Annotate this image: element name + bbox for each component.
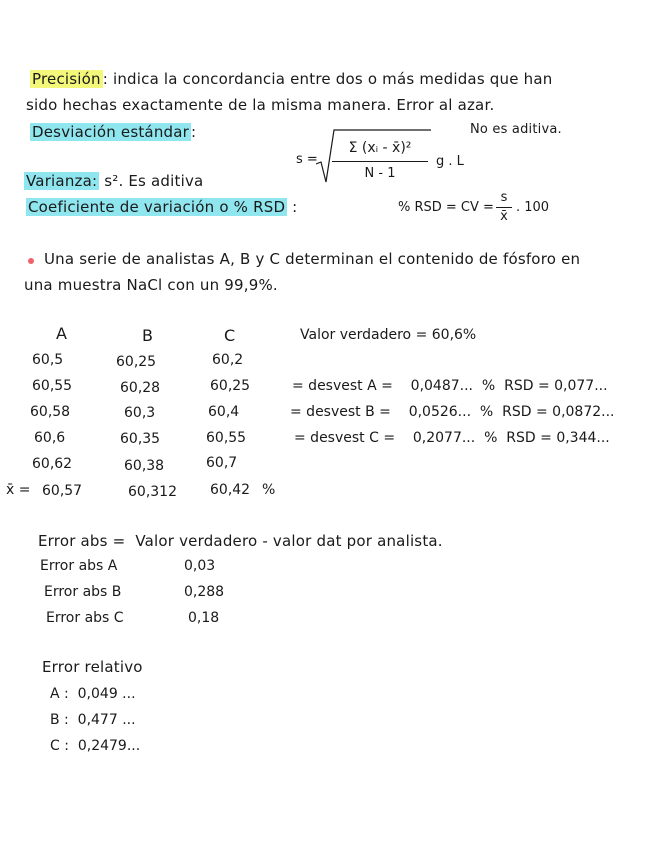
stats-row-a: = desvest A = 0,0487... % RSD = 0,077... (292, 378, 608, 394)
cell-c-5: 60,7 (206, 455, 238, 471)
cell-b-4: 60,35 (120, 431, 161, 447)
cell-b-5: 60,38 (124, 458, 165, 474)
cell-b-3: 60,3 (124, 405, 156, 421)
cell-a-4: 60,6 (34, 430, 66, 446)
column-header-b: B (142, 326, 153, 345)
cell-b-1: 60,25 (116, 354, 157, 370)
mean-label: x̄ = (6, 482, 31, 498)
std-formula (296, 128, 496, 188)
precision-line-2: sido hechas exactamente de la misma manera. Error al azar. (26, 96, 495, 114)
precision-line-1 (30, 70, 552, 88)
std-formula-denominator: N - 1 (364, 166, 396, 181)
problem-line-1: Una serie de analistas A, B y C determinan el contenido de fósforo en (44, 250, 581, 268)
abs-error-b-label: Error abs B (44, 584, 122, 600)
cv-formula-left: % RSD = CV = (398, 200, 494, 215)
mean-unit: % (262, 482, 276, 498)
cv-formula (398, 190, 578, 230)
cell-c-2: 60,25 (210, 378, 251, 394)
abs-error-c-label: Error abs C (46, 610, 124, 626)
std-term: Desviación estándar (32, 123, 190, 141)
std-colon: : (191, 123, 197, 141)
bullet-dot (28, 258, 34, 264)
stats-row-c: = desvest C = 0,2077... % RSD = 0,344... (294, 430, 610, 446)
cell-c-4: 60,55 (206, 430, 247, 446)
cv-term: Coeficiente de variación o % RSD (28, 198, 286, 216)
precision-term: Precisión (32, 70, 101, 88)
variance-term: Varianza: (26, 172, 98, 190)
cell-a-5: 60,62 (32, 456, 73, 472)
mean-b: 60,312 (128, 484, 177, 500)
cv-formula-numerator: s (500, 190, 508, 205)
relative-error-a: A : 0,049 ... (50, 686, 136, 702)
true-value: Valor verdadero = 60,6% (300, 327, 477, 343)
column-header-c: C (224, 326, 236, 345)
std-fraction-bar (332, 161, 428, 162)
cell-a-2: 60,55 (32, 378, 73, 394)
variance-text: s². Es aditiva (104, 172, 204, 190)
std-line (30, 123, 196, 141)
std-formula-gl: g . L (436, 154, 464, 169)
cv-formula-denominator: x̄ (500, 209, 508, 224)
column-header-a: A (56, 324, 67, 343)
relative-error-c: C : 0,2479... (50, 738, 141, 754)
abs-error-c-value: 0,18 (188, 610, 220, 626)
precision-definition: : indica la concordancia entre dos o más medidas que han (102, 70, 553, 88)
cell-a-1: 60,5 (32, 352, 64, 368)
mean-a: 60,57 (42, 483, 83, 499)
cell-c-1: 60,2 (212, 352, 244, 368)
std-not-additive: No es aditiva. (470, 122, 562, 137)
cv-colon: : (292, 198, 298, 216)
stats-row-b: = desvest B = 0,0526... % RSD = 0,0872... (290, 404, 615, 420)
abs-error-a-value: 0,03 (184, 558, 216, 574)
cell-a-3: 60,58 (30, 404, 71, 420)
cv-line (26, 198, 297, 216)
variance-line (24, 172, 203, 190)
abs-error-definition: Error abs = Valor verdadero - valor dat por analista. (38, 532, 443, 550)
cell-c-3: 60,4 (208, 404, 240, 420)
cell-b-2: 60,28 (120, 380, 161, 396)
abs-error-a-label: Error abs A (40, 558, 118, 574)
abs-error-b-value: 0,288 (184, 584, 225, 600)
relative-error-b: B : 0,477 ... (50, 712, 136, 728)
mean-c: 60,42 (210, 482, 251, 498)
cv-formula-right: . 100 (516, 200, 550, 215)
problem-line-2: una muestra NaCl con un 99,9%. (24, 276, 278, 294)
relative-error-title: Error relativo (42, 658, 143, 676)
cv-fraction-bar (496, 207, 512, 208)
std-formula-numerator: Σ (xᵢ - x̄)² (348, 140, 412, 156)
std-formula-s: s = (296, 152, 318, 167)
